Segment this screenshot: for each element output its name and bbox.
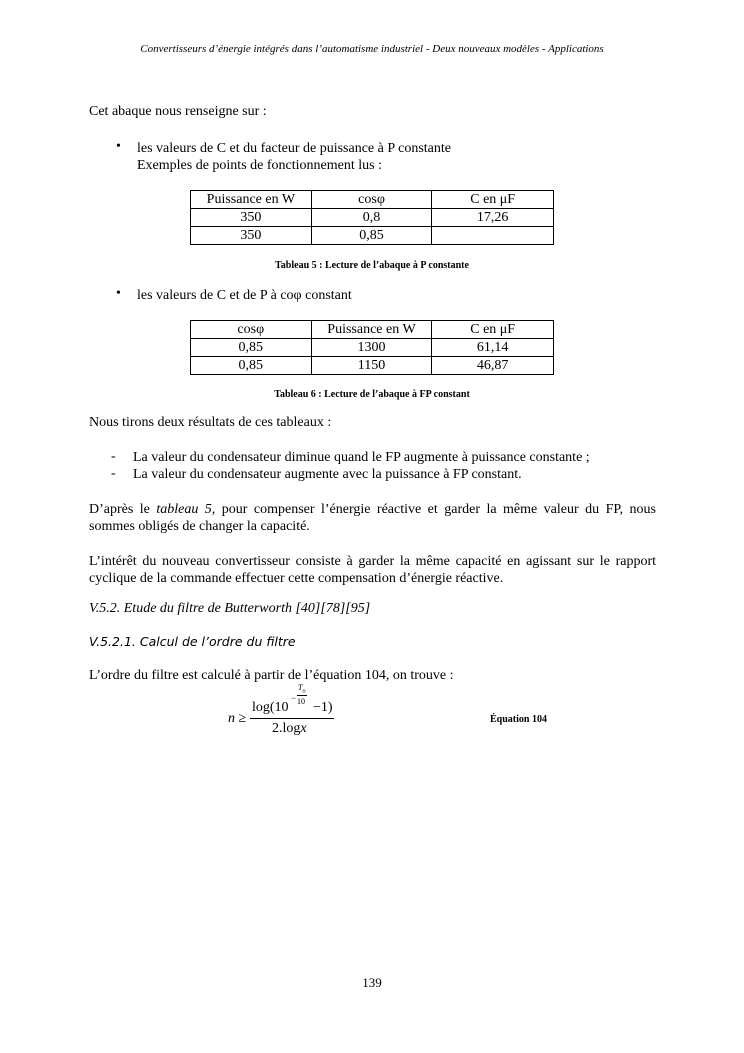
subsection-heading-ordre: V.5.2.1. Calcul de l’ordre du filtre	[89, 634, 296, 649]
table-header-cell: C en μF	[432, 321, 554, 339]
equation-numerator-log: log(10	[252, 700, 289, 715]
table-5-caption: Tableau 5 : Lecture de l’abaque à P constante	[275, 260, 469, 271]
equation-denominator-text: 2.log	[272, 721, 301, 736]
table-cell: 17,26	[432, 209, 554, 227]
table-cell: 350	[191, 209, 312, 227]
dash-marker: -	[111, 449, 116, 464]
paragraph-ordre: L’ordre du filtre est calculé à partir de l’équation 104, on trouve :	[89, 668, 454, 683]
page-number: 139	[362, 975, 382, 990]
equation-exp-minus: −	[291, 693, 297, 703]
equation-denominator-var: x	[300, 721, 307, 736]
table-row	[191, 227, 554, 245]
intro-text: Cet abaque nous renseigne sur :	[89, 104, 267, 119]
para-text: pour compenser l’énergie réactive et garder la même valeur du FP, nous sommes obligés de changer la capacité.	[89, 502, 656, 534]
equation-lhs: n ≥	[228, 711, 247, 726]
table-header-cell: Puissance en W	[311, 321, 432, 339]
table-cell: 0,85	[191, 339, 312, 357]
equation-exp-t-subscript: o	[302, 688, 306, 695]
table-cell: 46,87	[432, 357, 554, 375]
table-row	[191, 357, 554, 375]
table-header-cell: Puissance en W	[191, 191, 312, 209]
table-cell: 350	[191, 227, 312, 245]
para-text: D’après le	[89, 502, 157, 517]
dash-marker: -	[111, 466, 116, 481]
table-row	[191, 209, 554, 227]
equation-label: Équation 104	[490, 714, 547, 725]
equation-exp-t	[298, 683, 305, 695]
paragraph-interet: L’intérêt du nouveau convertisseur consiste à garder la même capacité en agissant sur le rapport cyclique de la commande effectuer cette compensation d’énergie réactive.	[89, 554, 656, 586]
table-6-caption: Tableau 6 : Lecture de l’abaque à FP constant	[274, 389, 470, 400]
bullet2-line1: les valeurs de C et de P à coφ constant	[137, 288, 352, 303]
table-cell	[432, 227, 554, 245]
table-header-cell: cosφ	[311, 191, 432, 209]
results-intro: Nous tirons deux résultats de ces tableaux :	[89, 415, 332, 430]
table-header-row	[191, 321, 554, 339]
table-6	[190, 320, 554, 375]
table-header-row	[191, 191, 554, 209]
table-row	[191, 339, 554, 357]
equation-fraction-bar	[250, 718, 334, 719]
bullet-dot: •	[116, 286, 121, 301]
page-header: Convertisseurs d’énergie intégrés dans l’automatisme industriel - Deux nouveaux modèles - Applications	[140, 43, 604, 55]
table-header-cell: C en μF	[432, 191, 554, 209]
table-cell: 1150	[311, 357, 432, 375]
table-cell: 0,85	[311, 227, 432, 245]
equation-exp-fraction-bar	[297, 695, 307, 696]
equation-numerator-tail: −1)	[313, 700, 333, 715]
table-cell: 1300	[311, 339, 432, 357]
equation-exp-denominator: 10	[297, 697, 305, 706]
section-heading-butterworth: V.5.2. Etude du filtre de Butterworth [40][78][95]	[89, 601, 371, 616]
bullet-dot: •	[116, 139, 121, 154]
result-item: La valeur du condensateur diminue quand le FP augmente à puissance constante ;	[133, 450, 590, 465]
table-cell: 0,85	[191, 357, 312, 375]
table-cell: 0,8	[311, 209, 432, 227]
paragraph-tableau5	[89, 501, 656, 535]
equation-exp-t-symbol: T	[298, 683, 303, 692]
table-cell: 61,14	[432, 339, 554, 357]
bullet1-line2: Exemples de points de fonctionnement lus :	[137, 158, 382, 173]
table-5	[190, 190, 554, 245]
result-item: La valeur du condensateur augmente avec la puissance à FP constant.	[133, 467, 522, 482]
equation-denominator	[272, 721, 307, 737]
para-reference: tableau 5,	[156, 502, 216, 517]
table-header-cell: cosφ	[191, 321, 312, 339]
bullet1-line1: les valeurs de C et du facteur de puissance à P constante	[137, 141, 451, 156]
